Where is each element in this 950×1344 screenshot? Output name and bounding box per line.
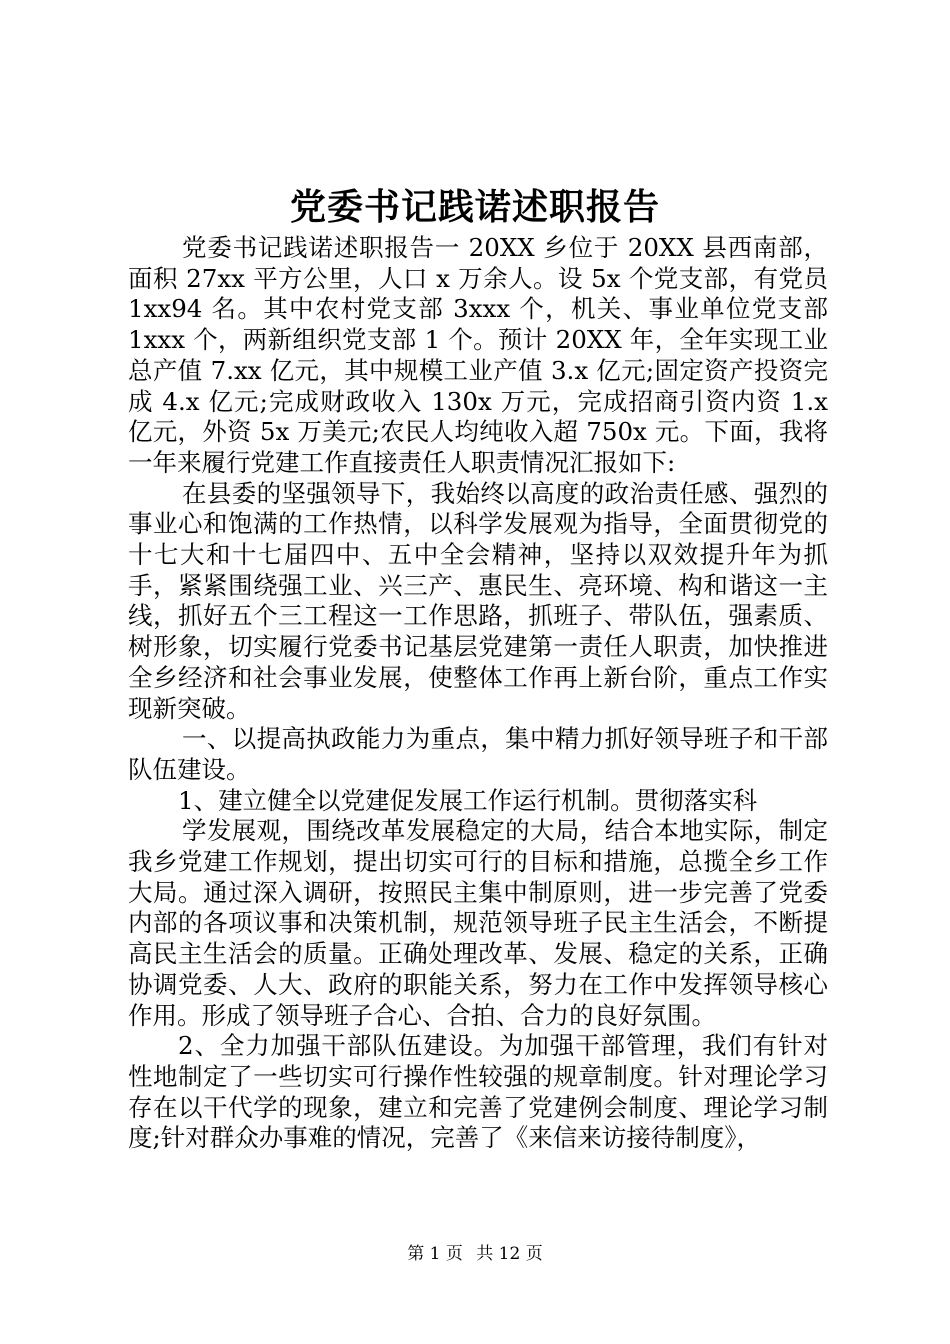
document-title: 党委书记践诺述职报告 xyxy=(289,186,660,228)
document-body xyxy=(128,233,828,1154)
page-footer xyxy=(0,1239,950,1264)
paragraph-intro: 党委书记践诺述职报告一 20XX 乡位于 20XX 县西南部，面积 27xx 平方公里，人口 x 万余人。设 5x 个党支部，有党员 1xx94 名。其中农村党支部 3xxx 个，机关、事业单位党支部 1xxx 个，两新组织党支部 1 个。预计 20XX 年，全年实现工业总产值 7.xx 亿元，其中规模工业产值 3.x 亿元;固定资产投资完成 4.x 亿元;完成财政收入 130x 万元，完成招商引资内资 1.x 亿元，外资 5x 万美元;农民人均纯收入超 750x 元。下面，我将一年来履行党建工作直接责任人职责情况汇报如下: xyxy=(128,233,828,477)
paragraph-mechanism: 学发展观，围绕改革发展稳定的大局，结合本地实际，制定我乡党建工作规划，提出切实可行的目标和措施，总揽全乡工作大局。通过深入调研，按照民主集中制原则，进一步完善了党委内部的各项议事和决策机制，规范领导班子民主生活会，不断提高民主生活会的质量。正确处理改革、发展、稳定的关系，正确协调党委、人大、政府的职能关系，努力在工作中发挥领导核心作用。形成了领导班子合心、合拍、合力的良好氛围。 xyxy=(128,816,828,1030)
subsection-heading-2: 2、全力加强干部队伍建设。为加强干部管理，我们有针对性地制定了一些切实可行操作性较强的规章制度。针对理论学习存在以干代学的现象，建立和完善了党建例会制度、理论学习制度;针对群众办事难的情况，完善了《来信来访接待制度》， xyxy=(128,1031,828,1153)
section-heading-one: 一、以提高执政能力为重点，集中精力抓好领导班子和干部队伍建设。 xyxy=(128,724,828,784)
page-number: 第 1 页 xyxy=(407,1244,463,1264)
page-total: 共 12 页 xyxy=(476,1244,543,1264)
paragraph-leadership: 在县委的坚强领导下，我始终以高度的政治责任感、强烈的事业心和饱满的工作热情，以科学发展观为指导，全面贯彻党的十七大和十七届四中、五中全会精神，坚持以双效提升年为抓手，紧紧围绕强工业、兴三产、惠民生、亮环境、构和谐这一主线，抓好五个三工程这一工作思路，抓班子、带队伍，强素质、树形象，切实履行党委书记基层党建第一责任人职责，加快推进全乡经济和社会事业发展，使整体工作再上新台阶，重点工作实现新突破。 xyxy=(128,478,828,723)
subsection-heading-1: 1、建立健全以党建促发展工作运行机制。贯彻落实科 xyxy=(178,785,758,815)
